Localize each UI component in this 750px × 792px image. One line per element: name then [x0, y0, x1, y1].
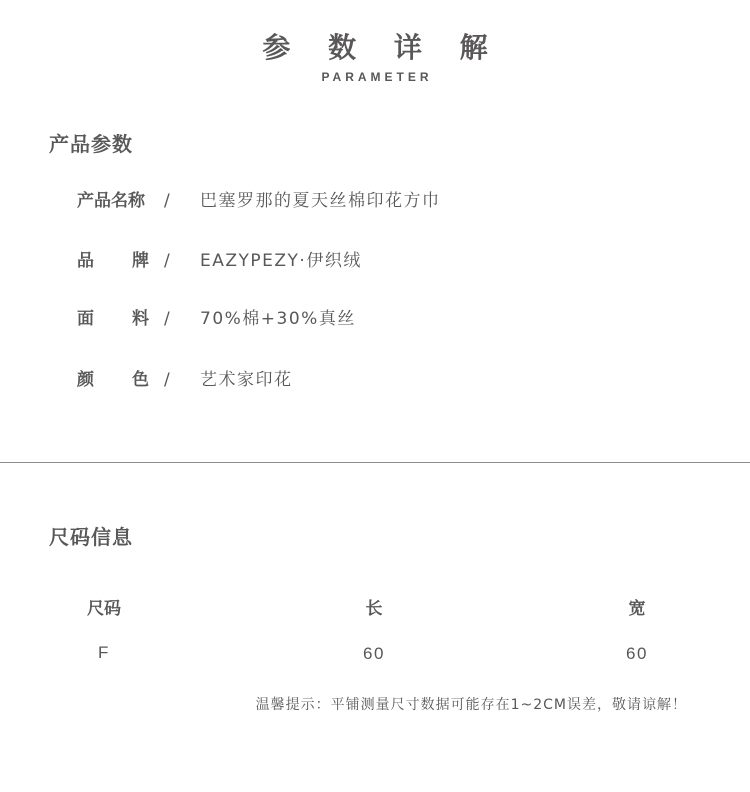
param-label-text: 颜 — [77, 370, 94, 390]
param-label-text: 牌 — [132, 251, 149, 271]
param-label — [77, 188, 149, 214]
param-label-text: 料 — [132, 309, 149, 329]
product-params-heading: 产品参数 — [49, 132, 133, 156]
size-column-header: 宽 — [628, 599, 646, 619]
size-cell: 60 — [626, 644, 648, 663]
param-label-text: 面 — [77, 309, 94, 329]
size-cell: F — [98, 643, 110, 662]
param-row-brand — [77, 248, 677, 274]
page-title: 参 数 详 解 — [262, 31, 502, 64]
section-divider — [0, 462, 750, 463]
param-row-material — [77, 306, 677, 332]
size-info-heading: 尺码信息 — [49, 525, 133, 549]
size-cell: 60 — [363, 644, 385, 663]
size-column-header: 尺码 — [87, 599, 121, 619]
size-column-header: 长 — [365, 599, 383, 619]
param-row-name — [77, 188, 677, 214]
param-value: 70%棉+30%真丝 — [200, 309, 356, 329]
param-label — [77, 248, 149, 274]
param-row-color — [77, 367, 677, 393]
param-separator: / — [164, 251, 170, 271]
page-subtitle: PARAMETER — [321, 70, 433, 84]
param-label — [77, 367, 149, 393]
measurement-note: 温馨提示：平铺测量尺寸数据可能存在1~2CM误差，敬请谅解！ — [255, 697, 687, 713]
param-label-text: 产品名称 — [77, 191, 145, 211]
param-separator: / — [164, 309, 170, 329]
param-label — [77, 306, 149, 332]
param-value: 巴塞罗那的夏天丝棉印花方巾 — [200, 191, 441, 211]
param-value: 艺术家印花 — [200, 370, 293, 390]
param-separator: / — [164, 191, 170, 211]
param-value: EAZYPEZY·伊织绒 — [200, 251, 362, 271]
param-label-text: 色 — [132, 370, 149, 390]
param-separator: / — [164, 370, 170, 390]
param-label-text: 品 — [77, 251, 94, 271]
